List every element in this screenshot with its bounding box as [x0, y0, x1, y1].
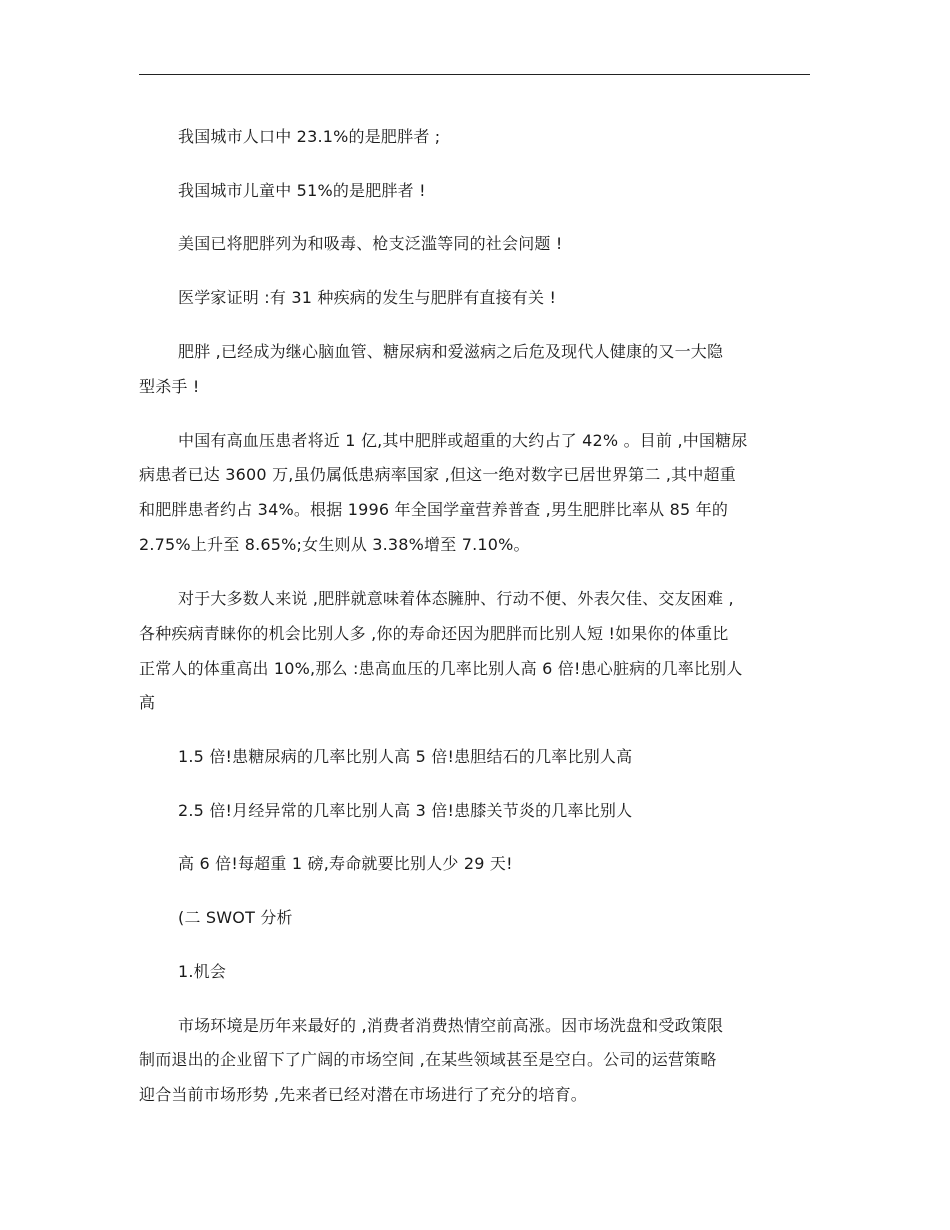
text-line-22: 迎合当前市场形势 ,先来者已经对潜在市场进行了充分的培育。: [139, 1085, 587, 1104]
section-heading-swot: (二 SWOT 分析: [178, 908, 293, 927]
text-line-1: 我国城市人口中 23.1%的是肥胖者 ;: [178, 127, 441, 146]
subheading-opportunity: 1.机会: [178, 962, 227, 981]
text-line-2: 我国城市儿童中 51%的是肥胖者 !: [178, 181, 426, 200]
text-line-10: 2.75%上升至 8.65%;女生则从 3.38%增至 7.10%。: [139, 535, 530, 554]
text-line-16: 2.5 倍!月经异常的几率比别人高 3 倍!患膝关节炎的几率比别人: [178, 801, 633, 820]
text-line-11: 对于大多数人来说 ,肥胖就意味着体态臃肿、行动不便、外表欠佳、交友困难 ,: [178, 589, 734, 608]
text-line-7: 中国有高血压患者将近 1 亿,其中肥胖或超重的大约占了 42% 。目前 ,中国糖尿: [178, 431, 748, 450]
text-line-13: 正常人的体重高出 10%,那么 :患高血压的几率比别人高 6 倍!患心脏病的几率比别人: [139, 659, 743, 678]
text-line-3: 美国已将肥胖列为和吸毒、枪支泛滥等同的社会问题 !: [178, 234, 563, 253]
text-line-17: 高 6 倍!每超重 1 磅,寿命就要比别人少 29 天!: [178, 854, 513, 873]
text-line-5: 肥胖 ,已经成为继心脑血管、糖尿病和爱滋病之后危及现代人健康的又一大隐: [178, 342, 724, 361]
text-line-14: 高: [139, 693, 156, 712]
text-line-15: 1.5 倍!患糖尿病的几率比别人高 5 倍!患胆结石的几率比别人高: [178, 747, 633, 766]
text-line-8: 病患者已达 3600 万,虽仍属低患病率国家 ,但这一绝对数字已居世界第二 ,其中超重: [139, 465, 736, 484]
text-line-21: 制而退出的企业留下了广阔的市场空间 ,在某些领域甚至是空白。公司的运营策略: [139, 1050, 717, 1069]
text-line-20: 市场环境是历年来最好的 ,消费者消费热情空前高涨。因市场洗盘和受政策限: [178, 1016, 724, 1035]
text-line-6: 型杀手 !: [139, 377, 200, 396]
text-line-12: 各种疾病青睐你的机会比别人多 ,你的寿命还因为肥胖而比别人短 !如果你的体重比: [139, 624, 729, 643]
header-rule: [139, 74, 810, 75]
text-line-9: 和肥胖患者约占 34%。根据 1996 年全国学童营养普查 ,男生肥胖比率从 85 年的: [139, 500, 729, 519]
text-line-4: 医学家证明 :有 31 种疾病的发生与肥胖有直接有关 !: [178, 288, 557, 307]
